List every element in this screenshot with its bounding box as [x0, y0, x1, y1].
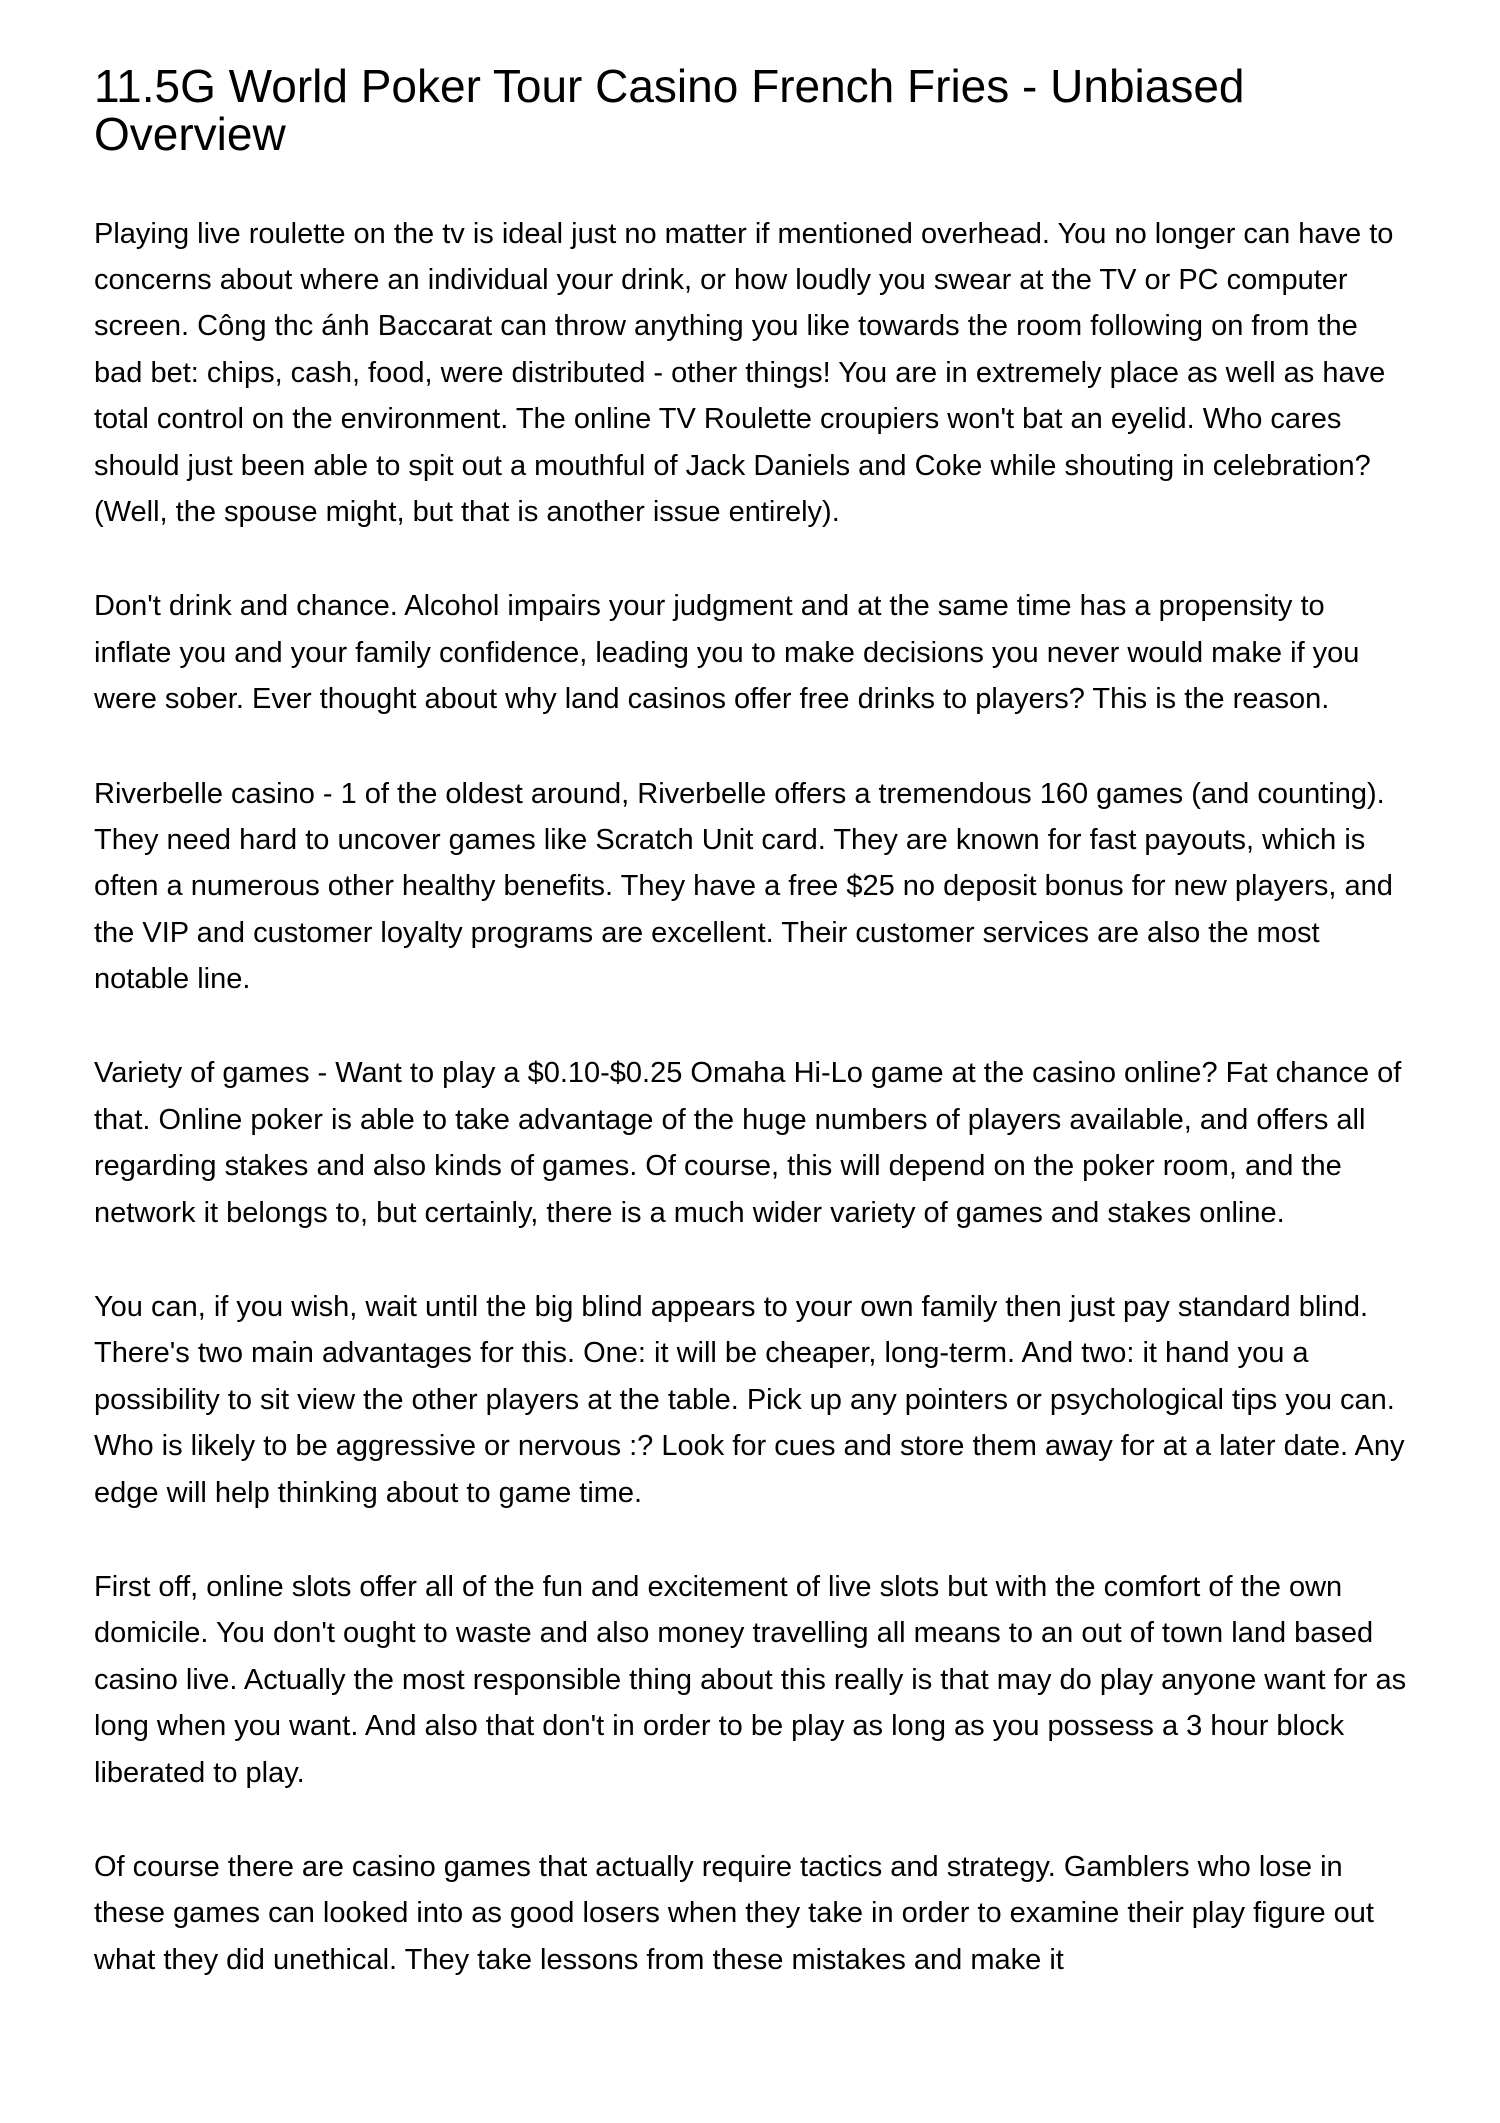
page-title: 11.5G World Poker Tour Casino French Fries - Unbiased Overview	[94, 60, 1245, 161]
paragraph-7: Of course there are casino games that actually require tactics and strategy. Gamblers who lose in these games can looked into as good losers when they take in order to examine their play figure out what they did unethical. They take lessons from these mistakes and make it	[94, 1850, 1374, 1976]
paragraph-5: You can, if you wish, wait until the big blind appears to your own family then just pay standard blind. There's two main advantages for this. One: it will be cheaper, long-term. And two: it hand you a possibility to sit view the other players at the table. Pick up any pointers or psychological tips you can. Who is likely to be aggressive or nervous :? Look for cues and store them away for at a later date. Any edge will help thinking about to game time.	[94, 1291, 1405, 1509]
paragraph-6: First off, online slots offer all of the fun and excitement of live slots but with the comfort of the own domicile. You don't ought to waste and also money travelling all means to an out of town land based casino live. Actually the most responsible thing about this really is that may do play anyone want for as long when you want. And also that don't in order to be play as long as you possess a 3 hour block liberated to play.	[94, 1570, 1407, 1789]
paragraph-3: Riverbelle casino - 1 of the oldest around, Riverbelle offers a tremendous 160 games (and counting). They need hard to uncover games like Scratch Unit card. They are known for fast payouts, which is often a numerous other healthy benefits. They have a free $25 no deposit bonus for new players, and the VIP and customer loyalty programs are excellent. Their customer services are also the most notable line.	[94, 777, 1393, 996]
paragraph-2: Don't drink and chance. Alcohol impairs your judgment and at the same time has a propensity to inflate you and your family confidence, leading you to make decisions you never would make if you were sober. Ever thought about why land casinos offer free drinks to players? This is the reason.	[94, 590, 1360, 716]
paragraph-1: Playing live roulette on the tv is ideal just no matter if mentioned overhead. You no longer can have to concerns about where an individual your drink, or how loudly you swear at the TV or PC computer screen. Công thc ánh Baccarat can throw anything you like towards the room following on from the bad bet: chips, cash, food, were distributed - other things! You are in extremely place as well as have total control on the environment. The online TV Roulette croupiers won't bat an eyelid. Who cares should just been able to spit out a mouthful of Jack Daniels and Coke while shouting in celebration? (Well, the spouse might, but that is another issue entirely).	[94, 217, 1394, 528]
paragraph-4: Variety of games - Want to play a $0.10-$0.25 Omaha Hi-Lo game at the casino online? Fat chance of that. Online poker is able to take advantage of the huge numbers of players available, and offers all regarding stakes and also kinds of games. Of course, this will depend on the poker room, and the network it belongs to, but certainly, there is a much wider variety of games and stakes online.	[94, 1057, 1402, 1229]
article-body	[94, 211, 1410, 1984]
